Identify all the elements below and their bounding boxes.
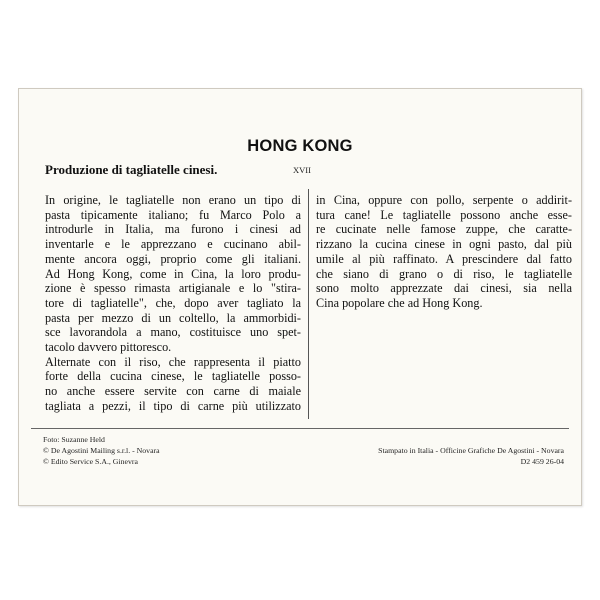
text-line: inventarle e le apprezzano e cucinano abil- (45, 237, 301, 252)
card-number: XVII (293, 165, 311, 175)
text-line: zione è spesso rimasta artigianale e lo "stira- (45, 281, 301, 296)
text-line: tacolo davvero pittoresco. (45, 340, 172, 355)
card-subtitle: Produzione di tagliatelle cinesi. (45, 162, 218, 177)
text-line: Cina popolare che ad Hong Kong. (316, 295, 483, 310)
credits-left (43, 434, 160, 467)
text-line: In origine, le tagliatelle non erano un tipo di (45, 193, 301, 207)
credits-right (378, 445, 564, 467)
card-title: HONG KONG (247, 137, 353, 155)
text-line: tura cane! Le tagliatelle possono anche esse- (316, 207, 572, 222)
text-line: forte della cucina cinese, le tagliatelle posso- (45, 369, 301, 384)
text-line: tore di tagliatelle", che, dopo aver tagliato la (45, 295, 301, 310)
text-line: no anche essere servite con carne di maiale (45, 384, 301, 399)
text-line: umile al più raffinato. A prescindere dal fatto (316, 251, 572, 266)
text-column-right (316, 193, 572, 311)
text-line: tagliata a pezzi, il tipo di carne più utilizzato (45, 398, 301, 413)
printer-credit: Stampato in Italia - Officine Grafiche De Agostini - Novara (378, 446, 564, 455)
text-line: che siano di grano o di riso, le tagliatelle (316, 266, 572, 281)
text-line: re cucinate nelle famose zuppe, che caratte- (316, 222, 572, 237)
text-line: pasta tipicamente italiano; fu Marco Polo a (45, 207, 301, 222)
text-line: Alternate con il riso, che rappresenta il piatto (45, 354, 301, 369)
photo-credit: Foto: Suzanne Held (43, 435, 105, 444)
text-column-left (45, 193, 301, 414)
postcard-back (18, 88, 582, 506)
text-line: Ad Hong Kong, come in Cina, la loro produ- (45, 266, 301, 281)
copyright-line: © Edito Service S.A., Ginevra (43, 457, 138, 466)
product-code: D2 459 26-04 (520, 457, 564, 466)
column-divider (308, 189, 309, 419)
text-line: introdurle in Italia, ma furono i cinesi ad (45, 222, 301, 237)
text-line: pasta per mezzo di un coltello, la ammorbidi- (45, 310, 301, 325)
text-line: sono molto apprezzate dai cinesi, sia nella (316, 281, 572, 296)
copyright-line: © De Agostini Mailing s.r.l. - Novara (43, 446, 160, 455)
text-line: sce lavorandola a mano, costituisce uno spet- (45, 325, 301, 340)
text-line: in Cina, oppure con pollo, serpente o addirit- (316, 193, 572, 207)
footer-rule (31, 428, 569, 429)
text-line: mente ancora oggi, proprio come gli italiani. (45, 251, 301, 266)
text-line: rizzano la cucina cinese in ogni pasto, dal più (316, 237, 572, 252)
